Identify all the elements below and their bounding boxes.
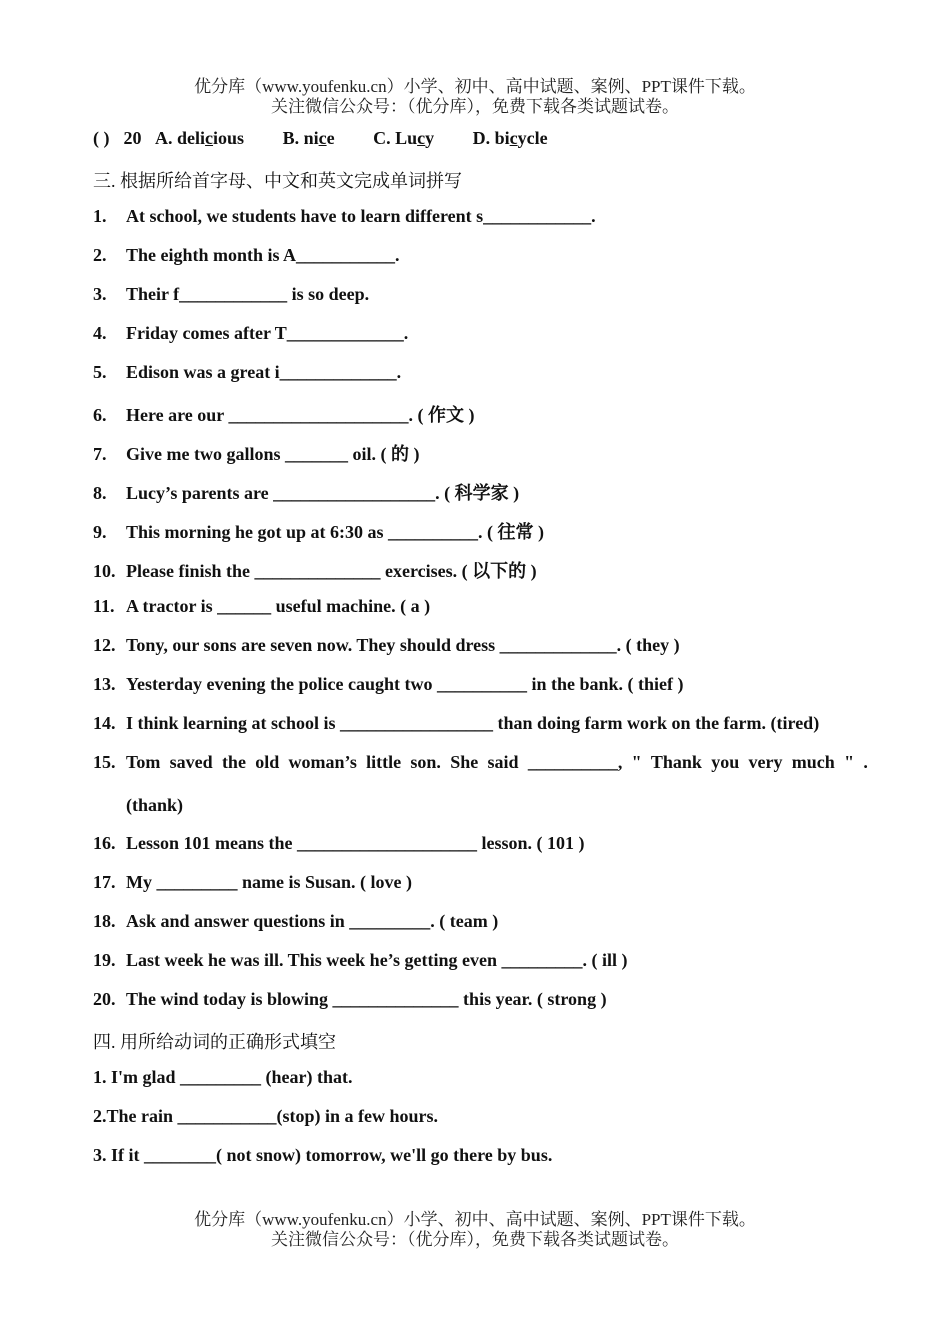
page-header	[0, 77, 950, 117]
list-item: 20. The wind today is blowing ______________ this year. ( strong )	[93, 989, 607, 1009]
header-line-1: 优分库（www.youfenku.cn）小学、初中、高中试题、案例、PPT课件下载。	[194, 77, 756, 96]
list-item: 8. Lucy’s parents are __________________. ( 科学家 )	[93, 483, 520, 503]
item-15-word: much	[791, 752, 835, 772]
list-item: 5. Edison was a great i_____________.	[93, 362, 402, 382]
list-item: 3. Their f____________ is so deep.	[93, 284, 370, 304]
list-item: 7. Give me two gallons _______ oil. ( 的 )	[93, 444, 420, 464]
item-15-word: Thank	[650, 752, 702, 772]
item-15-word: the	[221, 752, 246, 772]
list-item: 10. Please finish the ______________ exercises. ( 以下的 )	[93, 561, 537, 581]
list-item: 2.The rain ___________(stop) in a few hours.	[93, 1106, 439, 1126]
item-15-word: She	[450, 752, 479, 772]
list-item: 4. Friday comes after T_____________.	[93, 323, 409, 343]
footer-line-2: 关注微信公众号：（优分库），免费下载各类试题试卷。	[271, 1230, 679, 1249]
option-b: B. nice	[282, 128, 335, 148]
list-item: 16. Lesson 101 means the ____________________ lesson. ( 101 )	[93, 833, 585, 853]
item-15-word: "	[631, 752, 642, 772]
option-c: C. Lucy	[373, 128, 435, 148]
list-item-15: 15. Tom saved the old woman’s little son. She said __________, " Thank you very much " .	[93, 752, 868, 772]
list-item: 9. This morning he got up at 6:30 as __________. ( 往常 )	[93, 522, 545, 542]
question-number: 20	[123, 128, 142, 148]
item-15-word: son.	[410, 752, 441, 772]
item-15-word: saved	[169, 752, 213, 772]
list-item: 1. I'm glad _________ (hear) that.	[93, 1067, 353, 1087]
list-item: 19. Last week he was ill. This week he’s getting even _________. ( ill )	[93, 950, 628, 970]
page-footer	[0, 1210, 950, 1250]
list-item: 14. I think learning at school is _________________ than doing farm work on the farm. (tired)	[93, 713, 820, 733]
footer-line-1: 优分库（www.youfenku.cn）小学、初中、高中试题、案例、PPT课件下载。	[194, 1210, 756, 1229]
list-item: 18. Ask and answer questions in _________. ( team )	[93, 911, 499, 931]
header-line-2: 关注微信公众号：（优分库），免费下载各类试题试卷。	[271, 97, 679, 116]
item-15-word: .	[863, 752, 868, 772]
list-item: 3. If it ________( not snow) tomorrow, we'll go there by bus.	[93, 1145, 553, 1165]
item-15-word: little	[366, 752, 402, 772]
item-15-word: said	[487, 752, 519, 772]
list-item: 12. Tony, our sons are seven now. They should dress _____________. ( they )	[93, 635, 680, 655]
item-15-word: woman’s	[288, 752, 357, 772]
item-15-word: very	[748, 752, 783, 772]
list-item: 2. The eighth month is A___________.	[93, 245, 400, 265]
list-item: 17. My _________ name is Susan. ( love )	[93, 872, 413, 892]
list-item: 1. At school, we students have to learn different s____________.	[93, 206, 596, 226]
item-15-word: "	[844, 752, 855, 772]
option-a: A. delicious	[155, 128, 245, 148]
list-item: 13. Yesterday evening the police caught two __________ in the bank. ( thief )	[93, 674, 684, 694]
item-15-word: old	[255, 752, 280, 772]
answer-paren: ( )	[93, 128, 110, 148]
option-d: D. bicycle	[472, 128, 548, 148]
item-15-text	[126, 752, 868, 773]
list-item: 6. Here are our ____________________. ( 作文 )	[93, 405, 475, 425]
mc-question-20	[93, 128, 582, 149]
item-15-word: __________,	[527, 752, 623, 772]
item-15-continuation: (thank)	[126, 795, 184, 815]
item-15-word: you	[711, 752, 740, 772]
section-4-title: 四. 用所给动词的正确形式填空	[93, 1032, 336, 1052]
section-3-title: 三. 根据所给首字母、中文和英文完成单词拼写	[93, 171, 462, 191]
item-15-word: Tom	[126, 752, 161, 772]
list-item: 11. A tractor is ______ useful machine. ( a )	[93, 596, 431, 616]
